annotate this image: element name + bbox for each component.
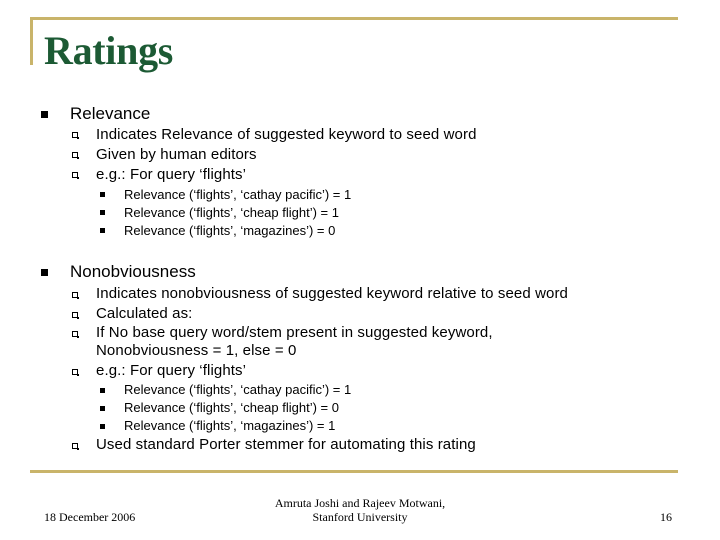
- small-bullet-icon: [100, 424, 105, 429]
- small-bullet-icon: [100, 192, 105, 197]
- nonobviousness-item-4: e.g.: For query ‘flights’: [96, 362, 247, 379]
- small-bullet-icon: [100, 210, 105, 215]
- footer-authors-line1: Amruta Joshi and Rajeev Motwani,: [274, 496, 446, 510]
- nonobviousness-item-3-continued: Nonobviousness = 1, else = 0: [96, 342, 297, 359]
- slide-title: Ratings: [44, 28, 174, 73]
- title-frame-top: [30, 17, 678, 20]
- hollow-bullet-icon: [72, 172, 78, 178]
- footer-authors-line2: Stanford University: [312, 510, 408, 524]
- nonobviousness-item-2: Calculated as:: [96, 305, 193, 322]
- nonobviousness-item-3: If No base query word/stem present in suggested keyword,: [96, 324, 493, 341]
- relevance-item-2: Given by human editors: [96, 146, 257, 163]
- hollow-bullet-icon: [72, 369, 78, 375]
- small-bullet-icon: [100, 228, 105, 233]
- hollow-bullet-icon: [72, 292, 78, 298]
- section-heading-nonobviousness: Nonobviousness: [70, 262, 196, 281]
- relevance-example-2: Relevance (‘flights’, ‘cheap flight’) = 1: [124, 205, 339, 220]
- nonobviousness-example-2: Relevance (‘flights’, ‘cheap flight’) = 0: [124, 400, 339, 415]
- nonobviousness-example-1: Relevance (‘flights’, ‘cathay pacific’) = 1: [124, 382, 352, 397]
- section-heading-relevance: Relevance: [70, 104, 151, 123]
- hollow-bullet-icon: [72, 312, 78, 318]
- relevance-example-1: Relevance (‘flights’, ‘cathay pacific’) = 1: [124, 187, 352, 202]
- nonobviousness-item-1: Indicates nonobviousness of suggested keyword relative to seed word: [96, 285, 568, 302]
- footer-page-number: 16: [660, 510, 672, 524]
- hollow-bullet-icon: [72, 132, 78, 138]
- relevance-example-3: Relevance (‘flights’, ‘magazines’) = 0: [124, 223, 336, 238]
- bullet-square-icon: [41, 269, 48, 276]
- hollow-bullet-icon: [72, 331, 78, 337]
- nonobviousness-example-3: Relevance (‘flights’, ‘magazines’) = 1: [124, 418, 336, 433]
- small-bullet-icon: [100, 388, 105, 393]
- relevance-item-3: e.g.: For query ‘flights’: [96, 166, 247, 183]
- footer-divider: [30, 470, 678, 473]
- relevance-item-1: Indicates Relevance of suggested keyword to seed word: [96, 126, 477, 143]
- nonobviousness-final-item: Used standard Porter stemmer for automating this rating: [96, 436, 476, 453]
- hollow-bullet-icon: [72, 443, 78, 449]
- footer-date: 18 December 2006: [44, 510, 136, 524]
- bullet-square-icon: [41, 111, 48, 118]
- footer-authors: [250, 496, 470, 524]
- hollow-bullet-icon: [72, 152, 78, 158]
- title-frame-left: [30, 17, 33, 65]
- small-bullet-icon: [100, 406, 105, 411]
